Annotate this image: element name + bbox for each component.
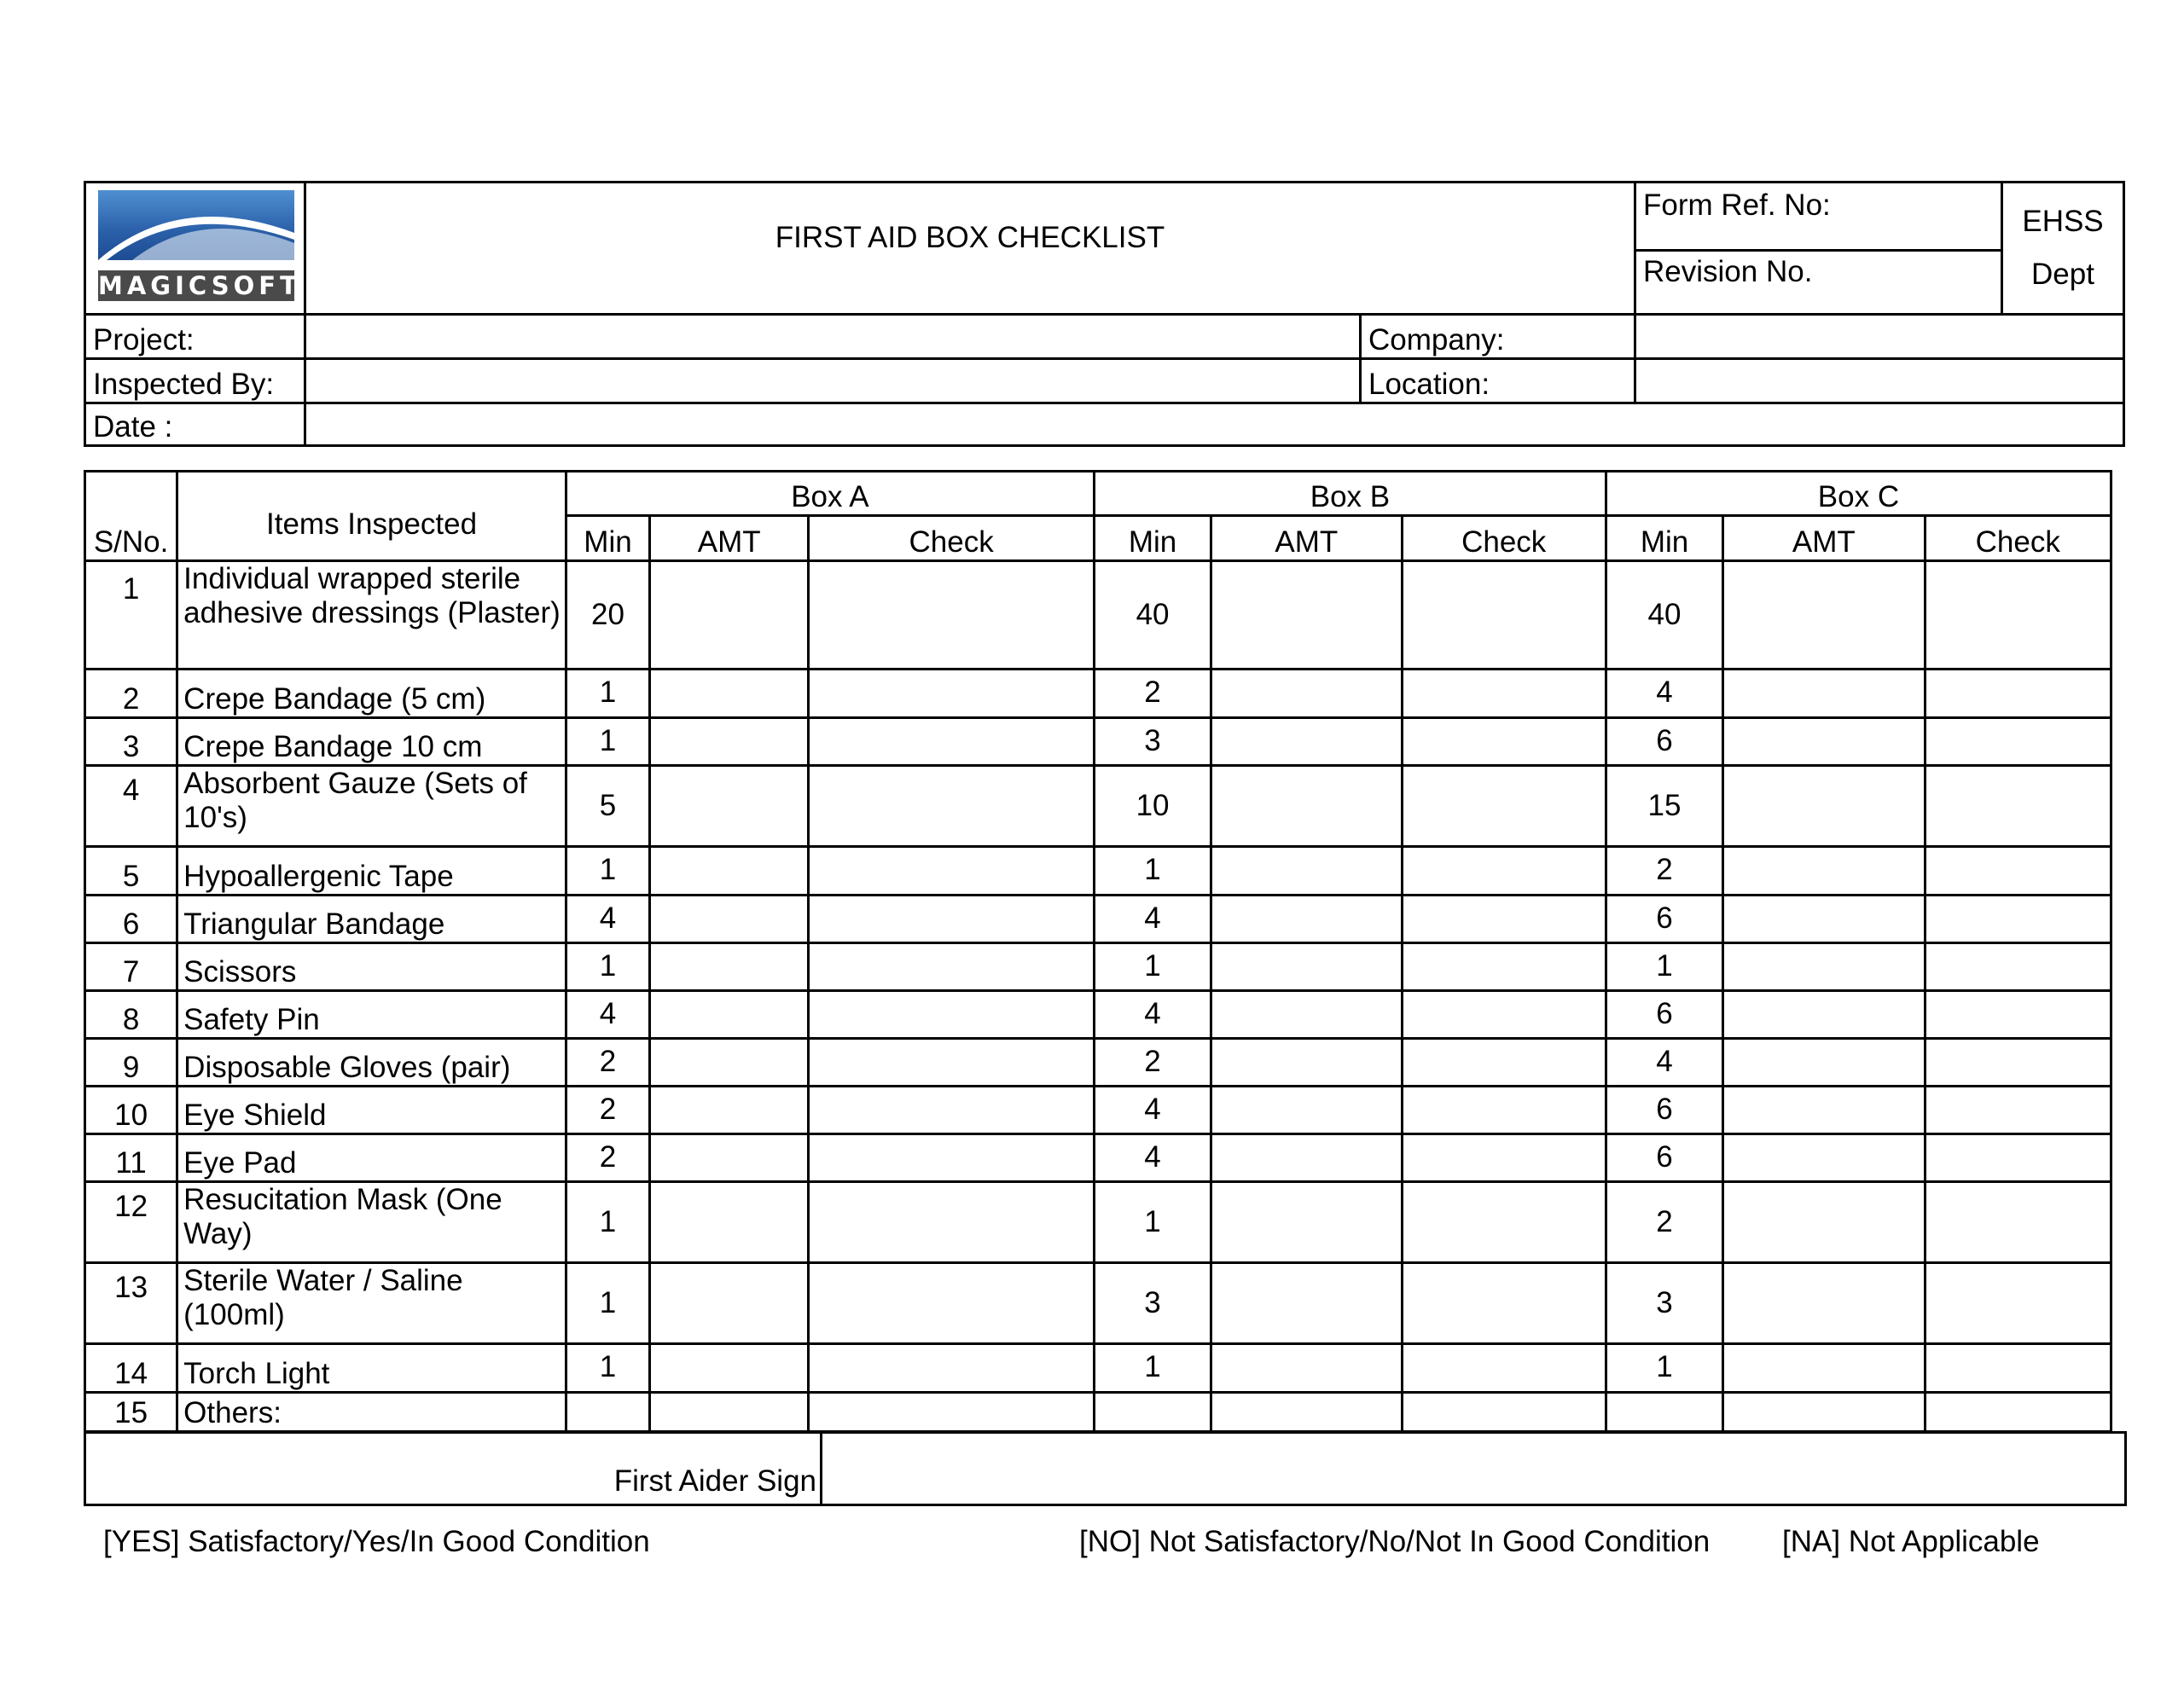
- legend-no: [NO] Not Satisfactory/No/Not In Good Condition: [1079, 1525, 1711, 1558]
- sign-table: [84, 1431, 2127, 1506]
- check-field[interactable]: [809, 1344, 1095, 1393]
- check-field[interactable]: [1925, 1263, 2111, 1344]
- min-value: 1: [566, 1182, 649, 1263]
- check-field[interactable]: [809, 670, 1095, 718]
- row-number: 6: [85, 896, 177, 943]
- min-value: 1: [566, 718, 649, 766]
- revision-label: Revision No.: [1635, 251, 2002, 315]
- min-value: 2: [566, 1087, 649, 1134]
- row-number: 14: [85, 1344, 177, 1393]
- row-number: 5: [85, 847, 177, 896]
- item-name: Resucitation Mask (One Way): [177, 1182, 566, 1263]
- check-field[interactable]: [809, 943, 1095, 991]
- check-field[interactable]: [1925, 1039, 2111, 1087]
- check-field[interactable]: [1402, 991, 1606, 1039]
- company-label: Company:: [1361, 315, 1635, 359]
- min-value: 6: [1606, 1134, 1722, 1182]
- min-value: 1: [1606, 1344, 1722, 1393]
- check-field[interactable]: [1925, 1344, 2111, 1393]
- amt-field[interactable]: [1211, 670, 1402, 718]
- location-label: Location:: [1361, 359, 1635, 403]
- amt-header: AMT: [1211, 516, 1402, 561]
- dept-line1: EHSS: [2022, 205, 2104, 238]
- check-field[interactable]: [1402, 1087, 1606, 1134]
- item-name: Disposable Gloves (pair): [177, 1039, 566, 1087]
- check-field[interactable]: [809, 1393, 1095, 1432]
- amt-header: AMT: [1723, 516, 1925, 561]
- table-row: [85, 847, 2111, 896]
- check-field[interactable]: [809, 1134, 1095, 1182]
- amt-field[interactable]: [650, 1087, 809, 1134]
- first-aider-sign-field[interactable]: [822, 1433, 2126, 1505]
- amt-field[interactable]: [1723, 1344, 1925, 1393]
- amt-field[interactable]: [1723, 847, 1925, 896]
- min-value: 4: [1606, 670, 1722, 718]
- amt-field[interactable]: [1723, 1087, 1925, 1134]
- min-value: 1: [1094, 1182, 1211, 1263]
- table-row: [85, 1134, 2111, 1182]
- min-value: 4: [1094, 896, 1211, 943]
- amt-field[interactable]: [1211, 766, 1402, 847]
- amt-field[interactable]: [650, 847, 809, 896]
- amt-field[interactable]: [1723, 896, 1925, 943]
- amt-field[interactable]: [650, 1039, 809, 1087]
- amt-field[interactable]: [1211, 943, 1402, 991]
- box-b-header: Box B: [1094, 472, 1606, 516]
- item-name: Safety Pin: [177, 991, 566, 1039]
- amt-field[interactable]: [1211, 1182, 1402, 1263]
- amt-field[interactable]: [1211, 896, 1402, 943]
- check-field[interactable]: [1402, 1182, 1606, 1263]
- min-header: Min: [1094, 516, 1211, 561]
- item-name: Hypoallergenic Tape: [177, 847, 566, 896]
- min-value: 4: [1094, 991, 1211, 1039]
- logo-text: MAGICSOFT: [98, 271, 301, 300]
- check-field[interactable]: [809, 896, 1095, 943]
- table-row: [85, 1039, 2111, 1087]
- check-field[interactable]: [1925, 991, 2111, 1039]
- amt-field[interactable]: [650, 1182, 809, 1263]
- min-value: 4: [566, 991, 649, 1039]
- min-value: 2: [1094, 670, 1211, 718]
- check-field[interactable]: [1925, 1087, 2111, 1134]
- amt-field[interactable]: [1211, 1087, 1402, 1134]
- check-field[interactable]: [1925, 561, 2111, 670]
- check-field[interactable]: [809, 766, 1095, 847]
- min-value: 4: [1606, 1039, 1722, 1087]
- amt-field[interactable]: [650, 896, 809, 943]
- amt-field[interactable]: [650, 1263, 809, 1344]
- min-value: 1: [1606, 943, 1722, 991]
- amt-field[interactable]: [1723, 943, 1925, 991]
- check-field[interactable]: [1925, 943, 2111, 991]
- amt-field[interactable]: [1211, 991, 1402, 1039]
- amt-field[interactable]: [650, 670, 809, 718]
- check-field[interactable]: [1925, 766, 2111, 847]
- min-value: 4: [566, 896, 649, 943]
- check-field[interactable]: [1925, 896, 2111, 943]
- check-field[interactable]: [809, 847, 1095, 896]
- box-a-header: Box A: [566, 472, 1094, 516]
- min-value: 3: [1094, 1263, 1211, 1344]
- check-header: Check: [809, 516, 1095, 561]
- item-name: Torch Light: [177, 1344, 566, 1393]
- company-field[interactable]: [1635, 315, 2124, 359]
- box-header-row: [85, 472, 2111, 516]
- project-field[interactable]: [305, 315, 1361, 359]
- min-value: 20: [566, 561, 649, 670]
- sno-header: S/No.: [85, 472, 177, 561]
- check-field[interactable]: [1402, 1263, 1606, 1344]
- check-field[interactable]: [809, 1039, 1095, 1087]
- inspected-by-label: Inspected By:: [85, 359, 305, 403]
- table-row: [85, 718, 2111, 766]
- item-name: Individual wrapped sterile adhesive dressings (Plaster): [177, 561, 566, 670]
- min-header: Min: [566, 516, 649, 561]
- check-header: Check: [1402, 516, 1606, 561]
- min-value: 2: [566, 1134, 649, 1182]
- inspected-by-field[interactable]: [305, 359, 1361, 403]
- amt-field[interactable]: [1211, 847, 1402, 896]
- table-row: [85, 896, 2111, 943]
- box-c-header: Box C: [1606, 472, 2111, 516]
- item-name: Absorbent Gauze (Sets of 10's): [177, 766, 566, 847]
- row-number: 10: [85, 1087, 177, 1134]
- table-row: [85, 1344, 2111, 1393]
- amt-field[interactable]: [650, 1134, 809, 1182]
- check-field[interactable]: [1925, 1393, 2111, 1432]
- item-name: Crepe Bandage (5 cm): [177, 670, 566, 718]
- check-field[interactable]: [1402, 561, 1606, 670]
- amt-field[interactable]: [1723, 1393, 1925, 1432]
- check-field[interactable]: [1925, 847, 2111, 896]
- item-name: Eye Pad: [177, 1134, 566, 1182]
- legend-na: [NA] Not Applicable: [1782, 1525, 2040, 1558]
- min-value: 1: [1094, 847, 1211, 896]
- min-value: 15: [1606, 766, 1722, 847]
- row-number: 11: [85, 1134, 177, 1182]
- amt-field[interactable]: [1211, 1263, 1402, 1344]
- amt-field[interactable]: [650, 943, 809, 991]
- amt-field[interactable]: [1723, 670, 1925, 718]
- min-value: 4: [1094, 1134, 1211, 1182]
- form-ref-label: Form Ref. No:: [1635, 183, 2002, 251]
- project-label: Project:: [85, 315, 305, 359]
- item-name: Others:: [177, 1393, 566, 1432]
- check-field[interactable]: [1402, 670, 1606, 718]
- dept-line2: Dept: [2031, 258, 2094, 291]
- min-value: 1: [566, 943, 649, 991]
- location-field[interactable]: [1635, 359, 2124, 403]
- first-aider-sign-label: First Aider Sign: [85, 1433, 822, 1505]
- min-value: 6: [1606, 896, 1722, 943]
- min-value: 40: [1606, 561, 1722, 670]
- min-value: 6: [1606, 991, 1722, 1039]
- check-field[interactable]: [1402, 1134, 1606, 1182]
- dept-cell: [2002, 183, 2124, 315]
- min-value: 6: [1606, 718, 1722, 766]
- item-name: Crepe Bandage 10 cm: [177, 718, 566, 766]
- check-field[interactable]: [1402, 847, 1606, 896]
- amt-field[interactable]: [1723, 1039, 1925, 1087]
- amt-field[interactable]: [650, 766, 809, 847]
- check-field[interactable]: [809, 718, 1095, 766]
- check-field[interactable]: [1925, 1182, 2111, 1263]
- check-header: Check: [1925, 516, 2111, 561]
- min-value: 5: [566, 766, 649, 847]
- check-field[interactable]: [809, 1263, 1095, 1344]
- min-value: 2: [1606, 847, 1722, 896]
- min-value: 1: [566, 847, 649, 896]
- check-field[interactable]: [1925, 1134, 2111, 1182]
- row-number: 15: [85, 1393, 177, 1432]
- min-value: 1: [566, 670, 649, 718]
- amt-field[interactable]: [1211, 561, 1402, 670]
- min-value: 10: [1094, 766, 1211, 847]
- table-row: [85, 766, 2111, 847]
- min-header: Min: [1606, 516, 1722, 561]
- checklist-rows: [85, 561, 2111, 1432]
- amt-field[interactable]: [650, 561, 809, 670]
- amt-field[interactable]: [650, 1344, 809, 1393]
- header-table: [84, 181, 2125, 447]
- row-number: 4: [85, 766, 177, 847]
- table-row: [85, 943, 2111, 991]
- min-value: 1: [566, 1344, 649, 1393]
- form-title: FIRST AID BOX CHECKLIST: [305, 183, 1635, 315]
- table-row: [85, 670, 2111, 718]
- table-row: [85, 1087, 2111, 1134]
- row-number: 2: [85, 670, 177, 718]
- table-row: [85, 1263, 2111, 1344]
- min-value: [1606, 1393, 1722, 1432]
- item-name: Sterile Water / Saline (100ml): [177, 1263, 566, 1344]
- table-row: [85, 1182, 2111, 1263]
- amt-field[interactable]: [650, 718, 809, 766]
- amt-field[interactable]: [650, 991, 809, 1039]
- check-field[interactable]: [809, 561, 1095, 670]
- min-value: 2: [1094, 1039, 1211, 1087]
- table-row: [85, 1393, 2111, 1432]
- amt-field[interactable]: [1723, 766, 1925, 847]
- amt-field[interactable]: [1723, 1263, 1925, 1344]
- check-field[interactable]: [809, 1087, 1095, 1134]
- min-value: 2: [1606, 1182, 1722, 1263]
- logo-cell: [85, 183, 305, 315]
- check-field[interactable]: [1402, 1039, 1606, 1087]
- row-number: 7: [85, 943, 177, 991]
- check-field[interactable]: [1402, 1344, 1606, 1393]
- amt-field[interactable]: [1723, 991, 1925, 1039]
- row-number: 8: [85, 991, 177, 1039]
- amt-header: AMT: [650, 516, 809, 561]
- min-value: 1: [1094, 1344, 1211, 1393]
- row-number: 1: [85, 561, 177, 670]
- min-value: 1: [1094, 943, 1211, 991]
- table-row: [85, 561, 2111, 670]
- amt-field[interactable]: [1211, 1134, 1402, 1182]
- amt-field[interactable]: [1723, 1134, 1925, 1182]
- company-logo: [98, 190, 301, 306]
- amt-field[interactable]: [1211, 1039, 1402, 1087]
- item-name: Scissors: [177, 943, 566, 991]
- check-field[interactable]: [1402, 943, 1606, 991]
- amt-field[interactable]: [1211, 1393, 1402, 1432]
- check-field[interactable]: [1402, 896, 1606, 943]
- check-field[interactable]: [1402, 1393, 1606, 1432]
- amt-field[interactable]: [1723, 718, 1925, 766]
- amt-field[interactable]: [1723, 1182, 1925, 1263]
- min-value: 40: [1094, 561, 1211, 670]
- min-value: [566, 1393, 649, 1432]
- min-value: 4: [1094, 1087, 1211, 1134]
- min-value: 2: [566, 1039, 649, 1087]
- min-value: 1: [566, 1263, 649, 1344]
- legend-yes: [YES] Satisfactory/Yes/In Good Condition: [103, 1525, 650, 1558]
- amt-field[interactable]: [650, 1393, 809, 1432]
- row-number: 9: [85, 1039, 177, 1087]
- item-name: Triangular Bandage: [177, 896, 566, 943]
- check-field[interactable]: [1925, 718, 2111, 766]
- date-label: Date :: [85, 403, 305, 446]
- check-field[interactable]: [1402, 766, 1606, 847]
- min-value: 3: [1094, 718, 1211, 766]
- row-number: 13: [85, 1263, 177, 1344]
- check-field[interactable]: [809, 991, 1095, 1039]
- table-row: [85, 991, 2111, 1039]
- check-field[interactable]: [1925, 670, 2111, 718]
- item-name: Eye Shield: [177, 1087, 566, 1134]
- date-field[interactable]: [305, 403, 2124, 446]
- check-field[interactable]: [1402, 718, 1606, 766]
- min-value: 6: [1606, 1087, 1722, 1134]
- row-number: 3: [85, 718, 177, 766]
- min-value: [1094, 1393, 1211, 1432]
- check-field[interactable]: [809, 1182, 1095, 1263]
- amt-field[interactable]: [1211, 1344, 1402, 1393]
- items-header: Items Inspected: [177, 472, 566, 561]
- amt-field[interactable]: [1211, 718, 1402, 766]
- row-number: 12: [85, 1182, 177, 1263]
- checklist-table: [84, 470, 2112, 1433]
- amt-field[interactable]: [1723, 561, 1925, 670]
- min-value: 3: [1606, 1263, 1722, 1344]
